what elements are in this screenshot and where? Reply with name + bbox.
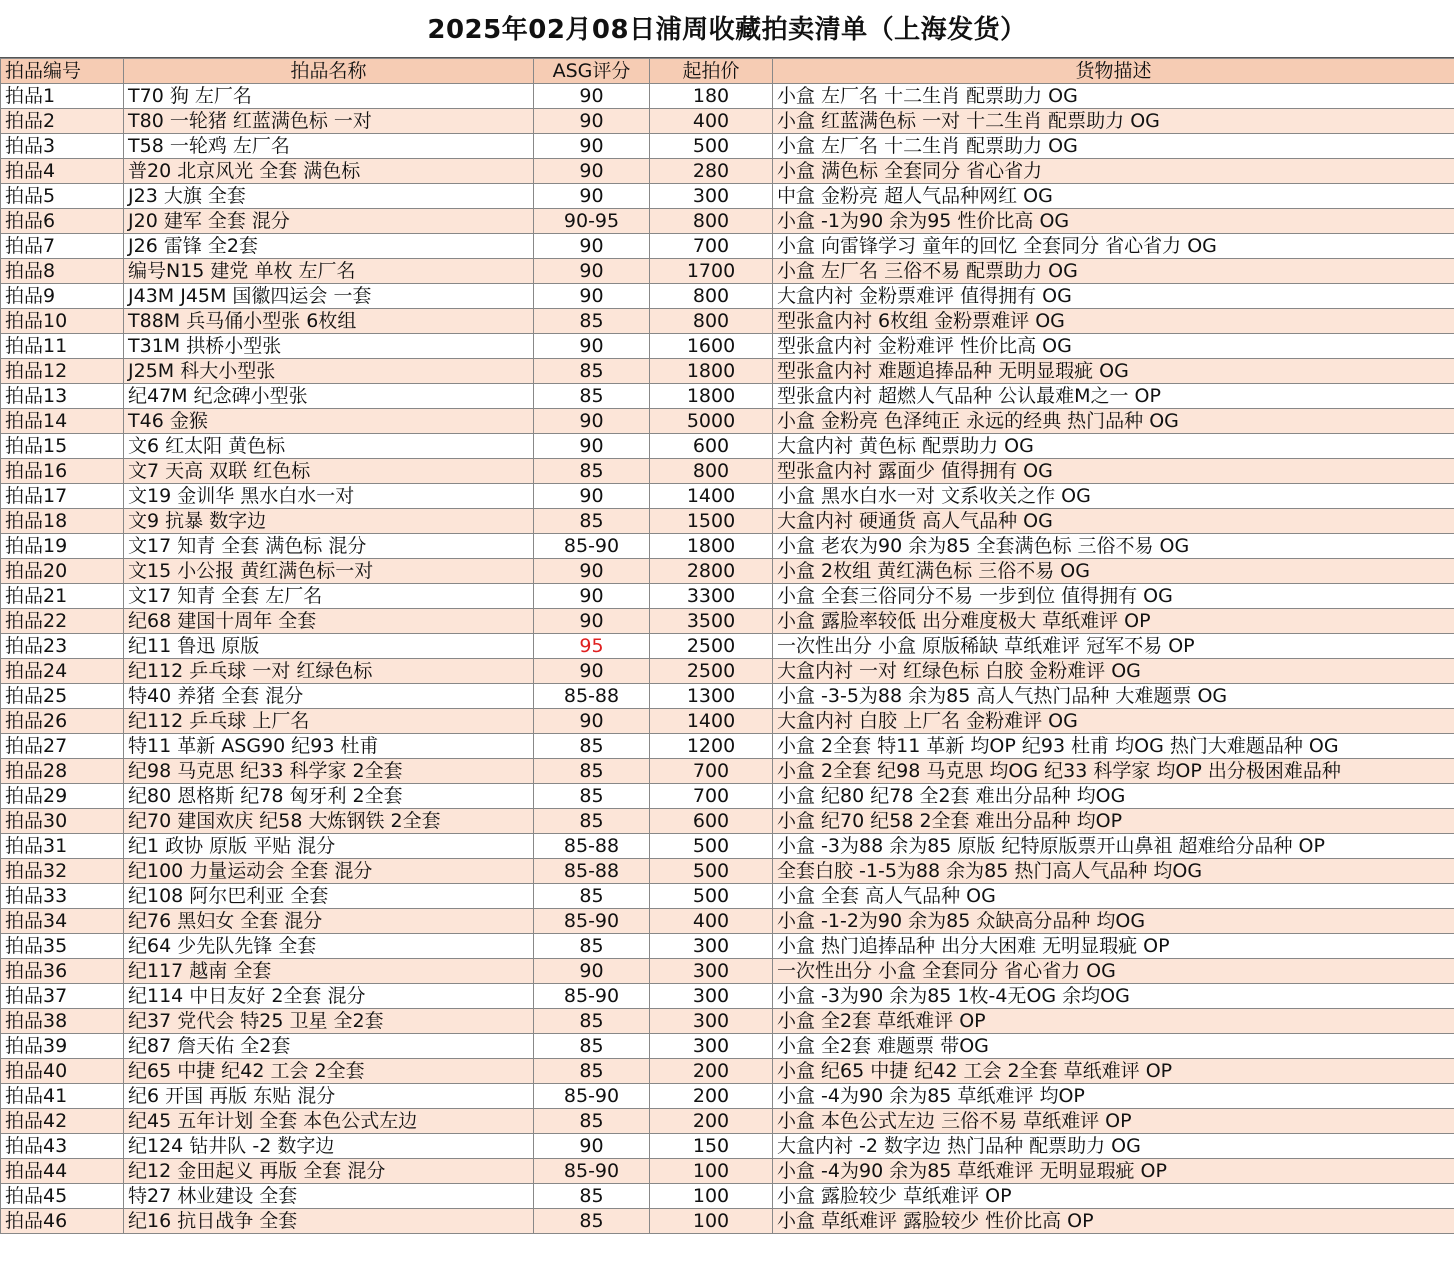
start-price-cell: 500 [650,834,773,859]
lot-number-cell: 拍品31 [1,834,124,859]
asg-score-cell: 85 [534,809,650,834]
description-cell: 小盒 左厂名 十二生肖 配票助力 OG [773,134,1454,159]
start-price-cell: 1800 [650,534,773,559]
lot-number-cell: 拍品7 [1,234,124,259]
start-price-cell: 700 [650,234,773,259]
asg-score-cell: 90 [534,134,650,159]
lot-name-cell: 文6 红太阳 黄色标 [124,434,534,459]
lot-name-cell: 纪45 五年计划 全套 本色公式左边 [124,1109,534,1134]
asg-score-cell: 85 [534,309,650,334]
start-price-cell: 300 [650,1034,773,1059]
lot-number-cell: 拍品11 [1,334,124,359]
header-lot-name: 拍品名称 [124,59,534,84]
lot-name-cell: 文9 抗暴 数字边 [124,509,534,534]
description-cell: 小盒 老农为90 余为85 全套满色标 三俗不易 OG [773,534,1454,559]
asg-score-cell: 90 [534,84,650,109]
asg-score-cell: 90-95 [534,209,650,234]
table-row [1,659,1454,684]
lot-number-cell: 拍品21 [1,584,124,609]
lot-number-cell: 拍品41 [1,1084,124,1109]
lot-name-cell: 纪117 越南 全套 [124,959,534,984]
lot-name-cell: 纪64 少先队先锋 全套 [124,934,534,959]
lot-number-cell: 拍品28 [1,759,124,784]
asg-score-cell: 90 [534,334,650,359]
asg-score-cell: 85 [534,784,650,809]
start-price-cell: 200 [650,1109,773,1134]
asg-score-cell: 85 [534,509,650,534]
description-cell: 小盒 2全套 特11 革新 均OP 纪93 杜甫 均OG 热门大难题品种 OG [773,734,1454,759]
start-price-cell: 3300 [650,584,773,609]
table-row [1,409,1454,434]
asg-score-cell: 85 [534,459,650,484]
asg-score-cell: 90 [534,234,650,259]
description-cell: 小盒 金粉亮 色泽纯正 永远的经典 热门品种 OG [773,409,1454,434]
lot-number-cell: 拍品23 [1,634,124,659]
start-price-cell: 700 [650,784,773,809]
asg-score-cell: 90 [534,609,650,634]
start-price-cell: 1700 [650,259,773,284]
lot-name-cell: 纪108 阿尔巴利亚 全套 [124,884,534,909]
lot-name-cell: 文15 小公报 黄红满色标一对 [124,559,534,584]
start-price-cell: 300 [650,184,773,209]
table-row [1,534,1454,559]
asg-score-cell: 90 [534,259,650,284]
asg-score-cell: 90 [534,284,650,309]
asg-score-cell: 85-88 [534,834,650,859]
lot-number-cell: 拍品1 [1,84,124,109]
description-cell: 小盒 满色标 全套同分 省心省力 [773,159,1454,184]
start-price-cell: 400 [650,109,773,134]
asg-score-cell: 85 [534,1034,650,1059]
table-row [1,184,1454,209]
lot-number-cell: 拍品37 [1,984,124,1009]
asg-score-cell: 90 [534,559,650,584]
sheet-title: 2025年02月08日浦周收藏拍卖清单（上海发货） [0,0,1454,58]
asg-score-cell: 90 [534,659,650,684]
description-cell: 型张盒内衬 金粉难评 性价比高 OG [773,334,1454,359]
asg-score-cell: 85 [534,1184,650,1209]
description-cell: 小盒 -4为90 余为85 草纸难评 无明显瑕疵 OP [773,1159,1454,1184]
description-cell: 型张盒内衬 6枚组 金粉票难评 OG [773,309,1454,334]
start-price-cell: 1400 [650,709,773,734]
asg-score-cell: 90 [534,109,650,134]
table-row [1,759,1454,784]
asg-score-cell: 90 [534,959,650,984]
table-row [1,1159,1454,1184]
start-price-cell: 200 [650,1059,773,1084]
start-price-cell: 800 [650,284,773,309]
lot-number-cell: 拍品2 [1,109,124,134]
table-row [1,459,1454,484]
start-price-cell: 3500 [650,609,773,634]
lot-number-cell: 拍品27 [1,734,124,759]
start-price-cell: 1500 [650,509,773,534]
lot-number-cell: 拍品38 [1,1009,124,1034]
description-cell: 一次性出分 小盒 全套同分 省心省力 OG [773,959,1454,984]
lot-name-cell: 纪6 开国 再版 东贴 混分 [124,1084,534,1109]
description-cell: 小盒 纪80 纪78 全2套 难出分品种 均OG [773,784,1454,809]
lot-name-cell: 纪11 鲁迅 原版 [124,634,534,659]
lot-number-cell: 拍品39 [1,1034,124,1059]
lot-number-cell: 拍品15 [1,434,124,459]
lot-name-cell: 纪98 马克思 纪33 科学家 2全套 [124,759,534,784]
auction-table [0,58,1454,1234]
lot-number-cell: 拍品6 [1,209,124,234]
description-cell: 小盒 全2套 难题票 带OG [773,1034,1454,1059]
lot-number-cell: 拍品34 [1,909,124,934]
lot-name-cell: 编号N15 建党 单枚 左厂名 [124,259,534,284]
lot-name-cell: 文7 天高 双联 红色标 [124,459,534,484]
description-cell: 型张盒内衬 露面少 值得拥有 OG [773,459,1454,484]
lot-number-cell: 拍品44 [1,1159,124,1184]
table-row [1,609,1454,634]
description-cell: 大盒内衬 金粉票难评 值得拥有 OG [773,284,1454,309]
table-row [1,159,1454,184]
lot-number-cell: 拍品10 [1,309,124,334]
lot-number-cell: 拍品33 [1,884,124,909]
lot-number-cell: 拍品9 [1,284,124,309]
start-price-cell: 600 [650,809,773,834]
table-row [1,1134,1454,1159]
lot-name-cell: 纪12 金田起义 再版 全套 混分 [124,1159,534,1184]
asg-score-cell: 85 [534,884,650,909]
lot-number-cell: 拍品16 [1,459,124,484]
start-price-cell: 100 [650,1159,773,1184]
asg-score-cell: 85-88 [534,859,650,884]
description-cell: 型张盒内衬 超燃人气品种 公认最难M之一 OP [773,384,1454,409]
start-price-cell: 100 [650,1209,773,1234]
asg-score-cell: 85-90 [534,1084,650,1109]
description-cell: 小盒 -4为90 余为85 草纸难评 均OP [773,1084,1454,1109]
lot-name-cell: 纪112 乒乓球 一对 红绿色标 [124,659,534,684]
lot-number-cell: 拍品24 [1,659,124,684]
table-row [1,1009,1454,1034]
description-cell: 小盒 黑水白水一对 文系收关之作 OG [773,484,1454,509]
lot-name-cell: 特40 养猪 全套 混分 [124,684,534,709]
lot-number-cell: 拍品45 [1,1184,124,1209]
asg-score-cell: 90 [534,184,650,209]
lot-name-cell: 纪37 党代会 特25 卫星 全2套 [124,1009,534,1034]
start-price-cell: 800 [650,209,773,234]
start-price-cell: 1200 [650,734,773,759]
lot-number-cell: 拍品12 [1,359,124,384]
description-cell: 小盒 左厂名 十二生肖 配票助力 OG [773,84,1454,109]
start-price-cell: 300 [650,1009,773,1034]
table-row [1,834,1454,859]
lot-name-cell: 纪100 力量运动会 全套 混分 [124,859,534,884]
header-lot-number: 拍品编号 [1,59,124,84]
description-cell: 小盒 -3为90 余为85 1枚-4无OG 余均OG [773,984,1454,1009]
table-row [1,484,1454,509]
start-price-cell: 400 [650,909,773,934]
asg-score-cell: 90 [534,409,650,434]
lot-name-cell: 纪114 中日友好 2全套 混分 [124,984,534,1009]
table-body [1,84,1454,1234]
lot-name-cell: T88M 兵马俑小型张 6枚组 [124,309,534,334]
start-price-cell: 1600 [650,334,773,359]
lot-number-cell: 拍品40 [1,1059,124,1084]
table-row [1,1209,1454,1234]
table-row [1,634,1454,659]
start-price-cell: 150 [650,1134,773,1159]
description-cell: 中盒 金粉亮 超人气品种网红 OG [773,184,1454,209]
asg-score-cell: 85-88 [534,684,650,709]
description-cell: 大盒内衬 一对 红绿色标 白胶 金粉难评 OG [773,659,1454,684]
lot-name-cell: 纪70 建国欢庆 纪58 大炼钢铁 2全套 [124,809,534,834]
asg-score-cell: 85-90 [534,909,650,934]
description-cell: 小盒 纪70 纪58 2全套 难出分品种 均OP [773,809,1454,834]
header-start-price: 起拍价 [650,59,773,84]
table-row [1,784,1454,809]
lot-name-cell: J43M J45M 国徽四运会 一套 [124,284,534,309]
asg-score-cell: 85 [534,384,650,409]
lot-number-cell: 拍品42 [1,1109,124,1134]
start-price-cell: 200 [650,1084,773,1109]
description-cell: 大盒内衬 硬通货 高人气品种 OG [773,509,1454,534]
table-row [1,984,1454,1009]
lot-name-cell: 文17 知青 全套 满色标 混分 [124,534,534,559]
lot-name-cell: 纪124 钻井队 -2 数字边 [124,1134,534,1159]
asg-score-cell: 90 [534,434,650,459]
table-row [1,934,1454,959]
asg-score-cell: 85 [534,1109,650,1134]
lot-number-cell: 拍品18 [1,509,124,534]
asg-score-cell: 90 [534,709,650,734]
table-row [1,384,1454,409]
lot-name-cell: 纪68 建国十周年 全套 [124,609,534,634]
lot-number-cell: 拍品36 [1,959,124,984]
lot-name-cell: 文17 知青 全套 左厂名 [124,584,534,609]
table-row [1,284,1454,309]
description-cell: 小盒 热门追捧品种 出分大困难 无明显瑕疵 OP [773,934,1454,959]
asg-score-cell: 90 [534,1134,650,1159]
table-row [1,859,1454,884]
lot-name-cell: 普20 北京风光 全套 满色标 [124,159,534,184]
description-cell: 小盒 -3为88 余为85 原版 纪特原版票开山鼻祖 超难给分品种 OP [773,834,1454,859]
start-price-cell: 300 [650,934,773,959]
lot-number-cell: 拍品19 [1,534,124,559]
start-price-cell: 500 [650,134,773,159]
description-cell: 小盒 2枚组 黄红满色标 三俗不易 OG [773,559,1454,584]
lot-name-cell: 纪80 恩格斯 纪78 匈牙利 2全套 [124,784,534,809]
start-price-cell: 1800 [650,359,773,384]
asg-score-cell: 85-90 [534,984,650,1009]
table-row [1,509,1454,534]
table-row [1,709,1454,734]
description-cell: 小盒 本色公式左边 三俗不易 草纸难评 OP [773,1109,1454,1134]
lot-number-cell: 拍品5 [1,184,124,209]
lot-name-cell: J26 雷锋 全2套 [124,234,534,259]
table-row [1,259,1454,284]
header-asg-score: ASG评分 [534,59,650,84]
table-row [1,1034,1454,1059]
asg-score-cell: 85 [534,1059,650,1084]
description-cell: 小盒 -3-5为88 余为85 高人气热门品种 大难题票 OG [773,684,1454,709]
description-cell: 小盒 露脸较少 草纸难评 OP [773,1184,1454,1209]
asg-score-cell: 90 [534,159,650,184]
lot-number-cell: 拍品14 [1,409,124,434]
start-price-cell: 1300 [650,684,773,709]
start-price-cell: 300 [650,959,773,984]
table-row [1,1084,1454,1109]
table-row [1,134,1454,159]
asg-score-cell: 85 [534,934,650,959]
lot-number-cell: 拍品43 [1,1134,124,1159]
lot-name-cell: T31M 拱桥小型张 [124,334,534,359]
table-row [1,809,1454,834]
lot-name-cell: J25M 科大小型张 [124,359,534,384]
asg-score-cell: 85 [534,734,650,759]
start-price-cell: 800 [650,309,773,334]
lot-name-cell: 纪76 黑妇女 全套 混分 [124,909,534,934]
table-row [1,884,1454,909]
lot-name-cell: 纪1 政协 原版 平贴 混分 [124,834,534,859]
lot-number-cell: 拍品4 [1,159,124,184]
start-price-cell: 280 [650,159,773,184]
lot-number-cell: 拍品3 [1,134,124,159]
lot-name-cell: T58 一轮鸡 左厂名 [124,134,534,159]
table-row [1,434,1454,459]
lot-name-cell: 纪65 中捷 纪42 工会 2全套 [124,1059,534,1084]
table-row [1,1184,1454,1209]
lot-name-cell: T80 一轮猪 红蓝满色标 一对 [124,109,534,134]
description-cell: 大盒内衬 -2 数字边 热门品种 配票助力 OG [773,1134,1454,1159]
table-row [1,909,1454,934]
description-cell: 一次性出分 小盒 原版稀缺 草纸难评 冠军不易 OP [773,634,1454,659]
lot-name-cell: 纪87 詹天佑 全2套 [124,1034,534,1059]
lot-number-cell: 拍品29 [1,784,124,809]
start-price-cell: 500 [650,859,773,884]
lot-number-cell: 拍品26 [1,709,124,734]
header-description: 货物描述 [773,59,1454,84]
start-price-cell: 5000 [650,409,773,434]
table-row [1,734,1454,759]
start-price-cell: 1400 [650,484,773,509]
lot-name-cell: 特27 林业建设 全套 [124,1184,534,1209]
lot-number-cell: 拍品25 [1,684,124,709]
asg-score-cell: 85 [534,759,650,784]
asg-score-cell: 85 [534,1009,650,1034]
table-row [1,309,1454,334]
table-row [1,584,1454,609]
description-cell: 小盒 向雷锋学习 童年的回忆 全套同分 省心省力 OG [773,234,1454,259]
lot-name-cell: T70 狗 左厂名 [124,84,534,109]
lot-name-cell: T46 金猴 [124,409,534,434]
asg-score-cell: 95 [534,634,650,659]
lot-name-cell: 特11 革新 ASG90 纪93 杜甫 [124,734,534,759]
table-row [1,209,1454,234]
asg-score-cell: 90 [534,584,650,609]
table-row [1,1109,1454,1134]
lot-number-cell: 拍品35 [1,934,124,959]
start-price-cell: 2500 [650,659,773,684]
description-cell: 小盒 -1为90 余为95 性价比高 OG [773,209,1454,234]
start-price-cell: 2500 [650,634,773,659]
table-row [1,109,1454,134]
description-cell: 小盒 纪65 中捷 纪42 工会 2全套 草纸难评 OP [773,1059,1454,1084]
asg-score-cell: 90 [534,484,650,509]
lot-number-cell: 拍品30 [1,809,124,834]
asg-score-cell: 85-90 [534,534,650,559]
description-cell: 小盒 红蓝满色标 一对 十二生肖 配票助力 OG [773,109,1454,134]
start-price-cell: 100 [650,1184,773,1209]
header-row [1,59,1454,84]
description-cell: 大盒内衬 白胶 上厂名 金粉难评 OG [773,709,1454,734]
table-row [1,334,1454,359]
lot-name-cell: 纪16 抗日战争 全套 [124,1209,534,1234]
asg-score-cell: 85 [534,1209,650,1234]
description-cell: 小盒 -1-2为90 余为85 众缺高分品种 均OG [773,909,1454,934]
lot-number-cell: 拍品22 [1,609,124,634]
start-price-cell: 1800 [650,384,773,409]
start-price-cell: 180 [650,84,773,109]
asg-score-cell: 85 [534,359,650,384]
start-price-cell: 800 [650,459,773,484]
table-row [1,359,1454,384]
table-row [1,684,1454,709]
lot-number-cell: 拍品32 [1,859,124,884]
start-price-cell: 500 [650,884,773,909]
lot-number-cell: 拍品20 [1,559,124,584]
description-cell: 小盒 2全套 纪98 马克思 均OG 纪33 科学家 均OP 出分极困难品种 [773,759,1454,784]
lot-name-cell: 文19 金训华 黑水白水一对 [124,484,534,509]
description-cell: 小盒 露脸率较低 出分难度极大 草纸难评 OP [773,609,1454,634]
description-cell: 全套白胶 -1-5为88 余为85 热门高人气品种 均OG [773,859,1454,884]
table-row [1,234,1454,259]
table-row [1,959,1454,984]
table-row [1,559,1454,584]
start-price-cell: 300 [650,984,773,1009]
description-cell: 小盒 全套三俗同分不易 一步到位 值得拥有 OG [773,584,1454,609]
start-price-cell: 700 [650,759,773,784]
lot-number-cell: 拍品13 [1,384,124,409]
lot-number-cell: 拍品17 [1,484,124,509]
lot-number-cell: 拍品8 [1,259,124,284]
table-row [1,84,1454,109]
start-price-cell: 2800 [650,559,773,584]
description-cell: 型张盒内衬 难题追捧品种 无明显瑕疵 OG [773,359,1454,384]
lot-name-cell: 纪112 乒乓球 上厂名 [124,709,534,734]
description-cell: 小盒 全2套 草纸难评 OP [773,1009,1454,1034]
lot-name-cell: J23 大旗 全套 [124,184,534,209]
lot-name-cell: J20 建军 全套 混分 [124,209,534,234]
asg-score-cell: 85-90 [534,1159,650,1184]
description-cell: 小盒 左厂名 三俗不易 配票助力 OG [773,259,1454,284]
lot-name-cell: 纪47M 纪念碑小型张 [124,384,534,409]
table-row [1,1059,1454,1084]
start-price-cell: 600 [650,434,773,459]
description-cell: 大盒内衬 黄色标 配票助力 OG [773,434,1454,459]
lot-number-cell: 拍品46 [1,1209,124,1234]
description-cell: 小盒 全套 高人气品种 OG [773,884,1454,909]
description-cell: 小盒 草纸难评 露脸较少 性价比高 OP [773,1209,1454,1234]
